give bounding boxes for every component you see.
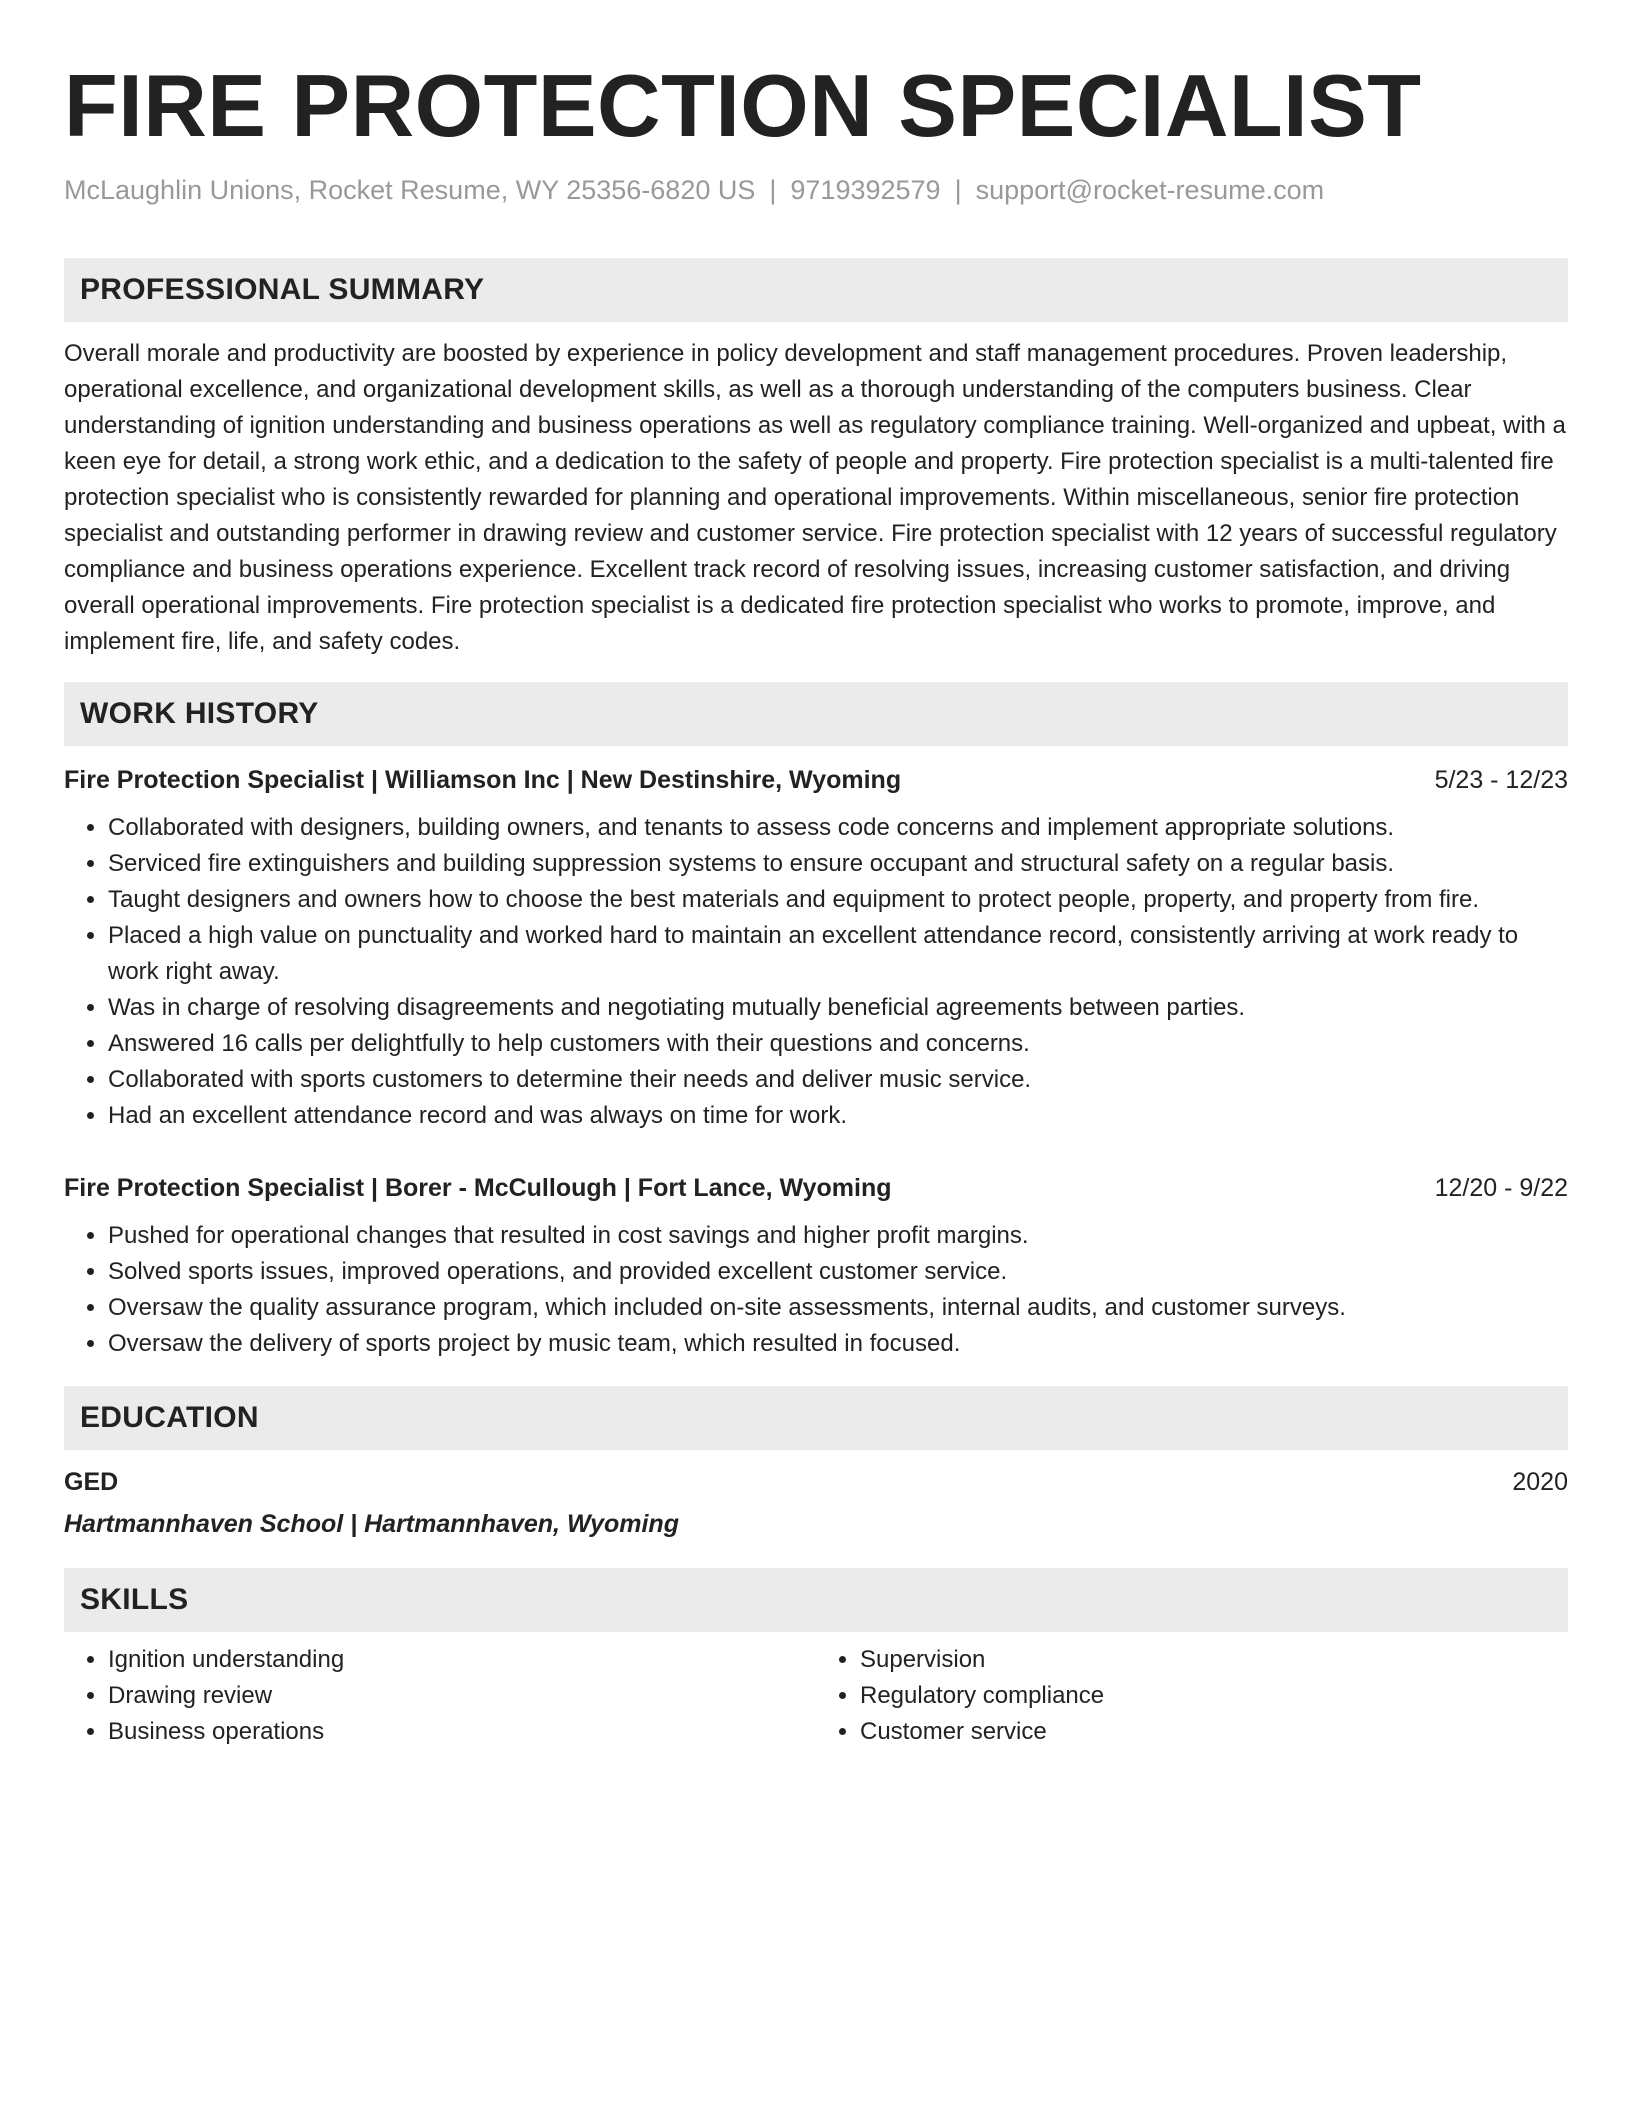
skill-item: • Drawing review	[108, 1678, 816, 1714]
section-header-skills: SKILLS	[64, 1568, 1568, 1632]
job-bullets	[64, 810, 1568, 1134]
education-year: 2020	[1512, 1468, 1568, 1496]
job-bullet: • Oversaw the delivery of sports project by music team, which resulted in focused.	[108, 1326, 1568, 1362]
skills-column-left	[64, 1642, 816, 1750]
contact-separator: |	[769, 175, 777, 205]
job-bullet: • Solved sports issues, improved operations, and provided excellent customer service.	[108, 1254, 1568, 1290]
job-bullet: • Serviced fire extinguishers and building suppression systems to ensure occupant and structural safety on a regular basis.	[108, 846, 1568, 882]
job-bullet: • Collaborated with sports customers to determine their needs and deliver music service.	[108, 1062, 1568, 1098]
job-dates: 5/23 - 12/23	[1434, 766, 1568, 794]
job-title: Fire Protection Specialist | Borer - McCullough | Fort Lance, Wyoming	[64, 1174, 892, 1202]
job-bullet: • Taught designers and owners how to choose the best materials and equipment to protect people, property, and property from fire.	[108, 882, 1568, 918]
job-bullet: • Collaborated with designers, building owners, and tenants to assess code concerns and implement appropriate solutions.	[108, 810, 1568, 846]
skill-item: • Ignition understanding	[108, 1642, 816, 1678]
job-dates: 12/20 - 9/22	[1434, 1174, 1568, 1202]
job-heading-row	[64, 762, 1568, 798]
skill-item: • Customer service	[860, 1714, 1568, 1750]
skill-item: • Supervision	[860, 1642, 1568, 1678]
skills-list	[64, 1642, 1568, 1750]
job-title: Fire Protection Specialist | Williamson Inc | New Destinshire, Wyoming	[64, 766, 902, 794]
candidate-name: FIRE PROTECTION SPECIALIST	[64, 56, 1422, 155]
contact-address: McLaughlin Unions, Rocket Resume, WY 25356-6820 US	[64, 175, 756, 205]
contact-phone: 9719392579	[790, 175, 941, 205]
job-bullet: • Answered 16 calls per delightfully to help customers with their questions and concerns.	[108, 1026, 1568, 1062]
contact-line	[64, 172, 1568, 208]
contact-separator: |	[954, 175, 962, 205]
job-heading-row	[64, 1170, 1568, 1206]
skills-column-right	[816, 1642, 1568, 1750]
job-entry	[64, 1170, 1568, 1362]
job-bullet: • Oversaw the quality assurance program, which included on-site assessments, internal audits, and customer surveys.	[108, 1290, 1568, 1326]
job-bullets	[64, 1218, 1568, 1362]
summary-text: Overall morale and productivity are boosted by experience in policy development and staff management procedures. Proven leadership, operational excellence, and organizational development skills, as well as a thorough understanding of the computers business. Clear understanding of ignition understanding and business operations as well as regulatory compliance training. Well-organized and upbeat, with a keen eye for detail, a strong work ethic, and a dedication to the safety of people and property. Fire protection specialist is a multi-talented fire protection specialist who is consistently rewarded for planning and operational improvements. Within miscellaneous, senior fire protection specialist and outstanding performer in drawing review and customer service. Fire protection specialist with 12 years of successful regulatory compliance and business operations experience. Excellent track record of resolving issues, increasing customer satisfaction, and driving overall operational improvements. Fire protection specialist is a dedicated fire protection specialist who works to promote, improve, and implement fire, life, and safety codes.	[64, 340, 1566, 655]
skill-item: • Business operations	[108, 1714, 816, 1750]
job-entry	[64, 762, 1568, 1134]
job-bullet: • Was in charge of resolving disagreements and negotiating mutually beneficial agreements between parties.	[108, 990, 1568, 1026]
section-header-education: EDUCATION	[64, 1386, 1568, 1450]
section-header-summary: PROFESSIONAL SUMMARY	[64, 258, 1568, 322]
education-row	[64, 1464, 1568, 1500]
contact-email: support@rocket-resume.com	[975, 175, 1325, 205]
job-bullet: • Had an excellent attendance record and was always on time for work.	[108, 1098, 1568, 1134]
job-bullet: • Pushed for operational changes that resulted in cost savings and higher profit margins.	[108, 1218, 1568, 1254]
education-school: Hartmannhaven School | Hartmannhaven, Wyoming	[64, 1510, 679, 1538]
section-header-work-history: WORK HISTORY	[64, 682, 1568, 746]
education-degree: GED	[64, 1468, 119, 1496]
job-bullet: • Placed a high value on punctuality and worked hard to maintain an excellent attendance record, consistently arriving at work ready to work right away.	[108, 918, 1568, 990]
skill-item: • Regulatory compliance	[860, 1678, 1568, 1714]
